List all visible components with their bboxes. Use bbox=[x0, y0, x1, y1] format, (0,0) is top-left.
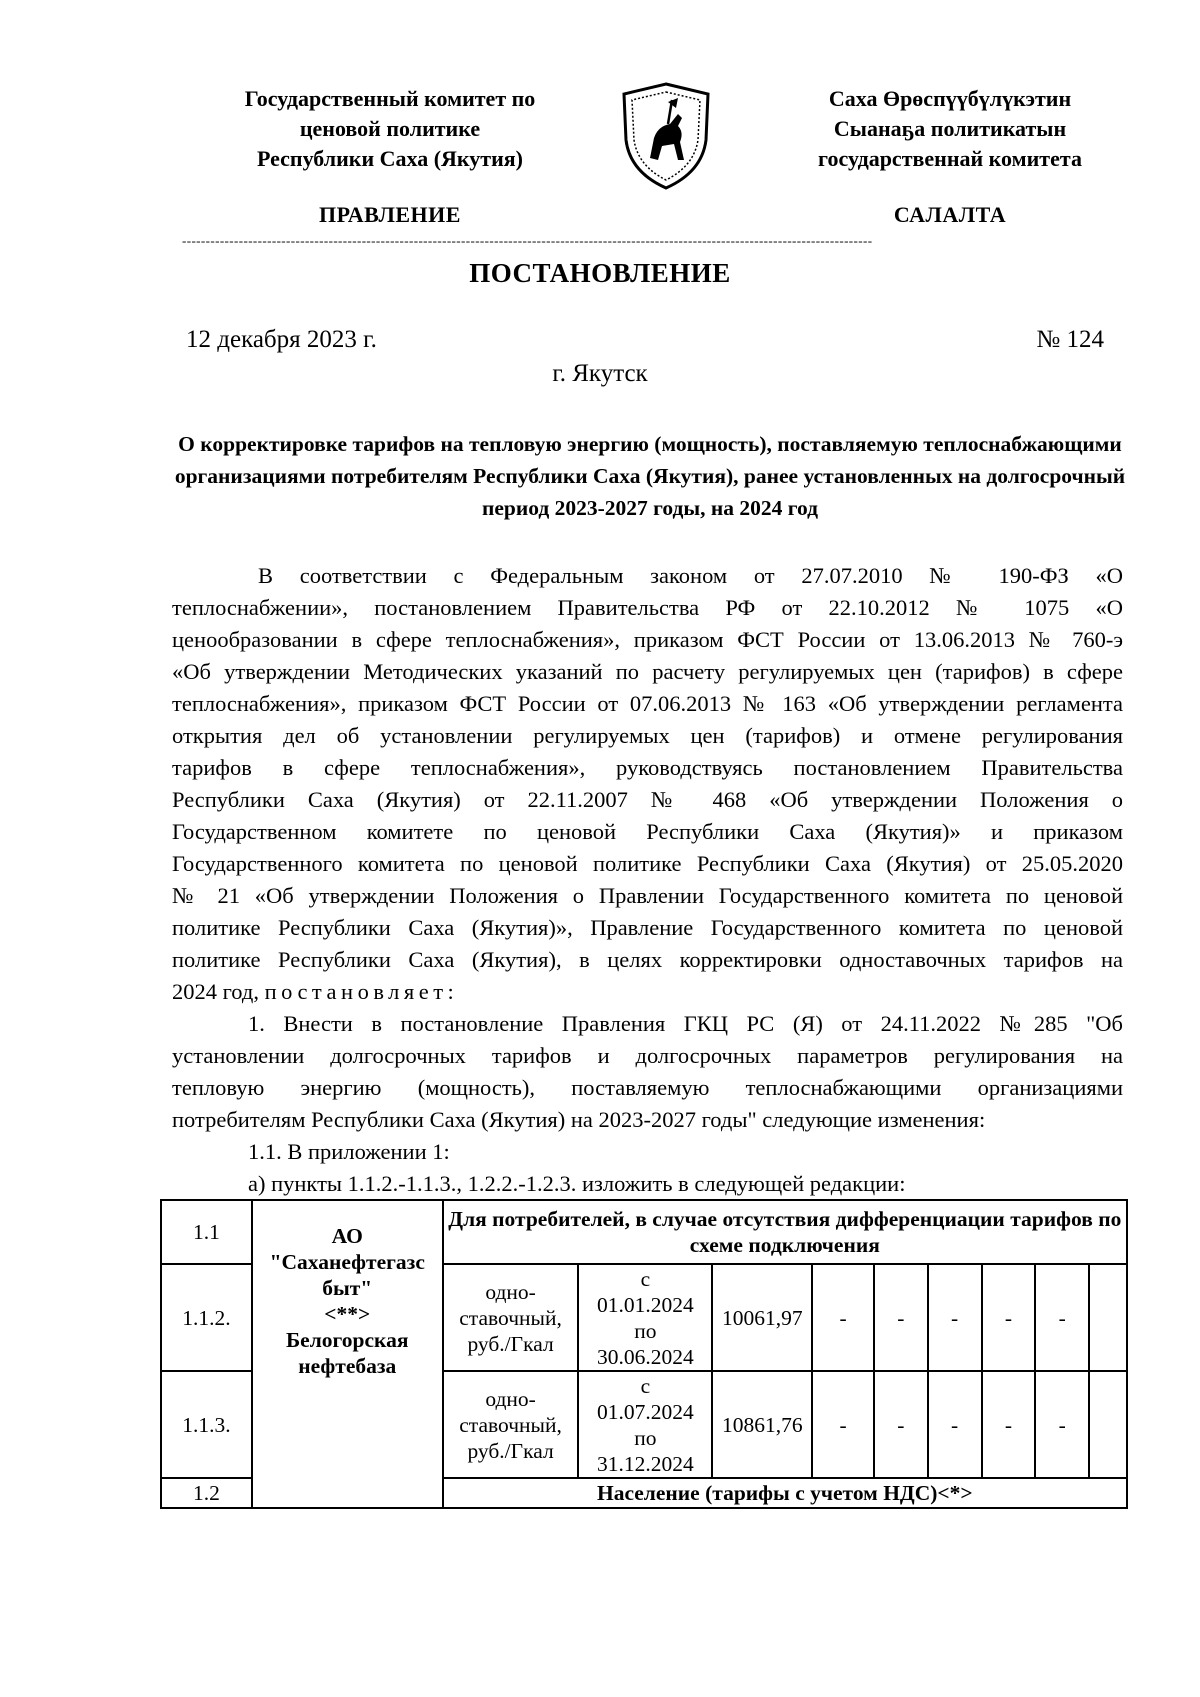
body-line: Республики Саха (Якутия) от 22.11.2007 № 468 «Об утверждении Положения о bbox=[172, 787, 1123, 812]
document-number: № 124 bbox=[1036, 326, 1104, 353]
row-number: 1.2 bbox=[161, 1478, 252, 1508]
organization-cell: АО "Саханефтегазс быт" <**> Белогорская нефтебаза bbox=[252, 1200, 443, 1508]
body-line: В соответствии с Федеральным законом от 27.07.2010 № 190-ФЗ «О bbox=[258, 563, 1123, 588]
group-header-population: Население (тарифы с учетом НДС)<*> bbox=[443, 1478, 1127, 1508]
tariff-type: одно- ставочный, руб./Гкал bbox=[443, 1371, 579, 1478]
body-line-text: 2024 год, bbox=[172, 979, 259, 1004]
body-line: потребителям Республики Саха (Якутия) на 2023-2027 годы" следующие изменения: bbox=[172, 1107, 986, 1132]
group-header-consumers: Для потребителей, в случае отсутствия дифференциации тарифов по схеме подключения bbox=[443, 1200, 1127, 1264]
empty-value: - bbox=[1035, 1371, 1089, 1478]
body-line: политике Республики Саха (Якутия), в целях корректировки одноставочных тарифов на bbox=[172, 947, 1123, 972]
tariff-table bbox=[160, 1199, 1128, 1509]
tariff-value: 10861,76 bbox=[712, 1371, 812, 1478]
body-line: политике Республики Саха (Якутия)», Правление Государственного комитета по ценовой bbox=[172, 915, 1123, 940]
tariff-type: одно- ставочный, руб./Гкал bbox=[443, 1264, 579, 1371]
empty-value: - bbox=[928, 1264, 982, 1371]
document-title: ПОСТАНОВЛЕНИЕ bbox=[469, 258, 731, 288]
empty-value bbox=[1089, 1264, 1127, 1371]
document-body bbox=[172, 560, 1123, 1200]
committee-line: ценовой политике bbox=[299, 116, 481, 141]
body-line: теплоснабжении», постановлением Правительства РФ от 22.10.2012 № 1075 «О bbox=[172, 595, 1123, 620]
body-line-final bbox=[172, 976, 1123, 1008]
body-line: 1. Внести в постановление Правления ГКЦ РС (Я) от 24.11.2022 №285 "Об bbox=[248, 1011, 1123, 1036]
body-line: установлении долгосрочных тарифов и долгосрочных параметров регулирования на bbox=[172, 1043, 1123, 1068]
header-divider: -------------------------------------------------------------------------------------------------------------------------------------------------- bbox=[182, 234, 873, 248]
empty-value: - bbox=[874, 1371, 928, 1478]
empty-value: - bbox=[1035, 1264, 1089, 1371]
item-a: а) пункты 1.1.2.-1.1.3., 1.2.2.-1.2.3. изложить в следующей редакции: bbox=[248, 1171, 906, 1196]
document-date: 12 декабря 2023 г. bbox=[186, 326, 377, 353]
committee-line: Республики Саха (Якутия) bbox=[256, 146, 524, 171]
row-number: 1.1.2. bbox=[161, 1264, 252, 1371]
committee-name-sakha bbox=[780, 84, 1120, 174]
board-label-ru: ПРАВЛЕНИЕ bbox=[319, 202, 461, 227]
empty-value: - bbox=[982, 1264, 1036, 1371]
body-line: ценообразовании в сфере теплоснабжения», приказом ФСТ России от 13.06.2013 № 760-э bbox=[172, 627, 1123, 652]
tariff-period: с 01.01.2024 по 30.06.2024 bbox=[578, 1264, 712, 1371]
body-line: № 21 «Об утверждении Положения о Правлении Государственного комитета по ценовой bbox=[172, 883, 1123, 908]
empty-value bbox=[1089, 1371, 1127, 1478]
body-line: Государственного комитета по ценовой политике Республики Саха (Якутия) от 25.05.2020 bbox=[172, 851, 1123, 876]
committee-line: государственнай комитета bbox=[818, 146, 1082, 171]
committee-name-ru bbox=[190, 84, 590, 174]
empty-value: - bbox=[982, 1371, 1036, 1478]
table-row bbox=[161, 1200, 1127, 1264]
row-number: 1.1 bbox=[161, 1200, 252, 1264]
body-line: «Об утверждении Методических указаний по расчету регулируемых цен (тарифов) в сфере bbox=[172, 659, 1123, 684]
document-subject: О корректировке тарифов на тепловую энергию (мощность), поставляемую теплоснабжающими организациями потребителям Республики Саха (Якутия), ранее установленных на долгосрочный период 2023-2027 годы, на 2024 год bbox=[174, 432, 1126, 520]
document-city: г. Якутск bbox=[552, 360, 648, 387]
body-line: теплоснабжения», приказом ФСТ России от 07.06.2013 № 163 «Об утверждении регламента bbox=[172, 691, 1123, 716]
coat-of-arms-emblem bbox=[618, 80, 714, 192]
tariff-period: с 01.07.2024 по 31.12.2024 bbox=[578, 1371, 712, 1478]
item-1-1: 1.1. В приложении 1: bbox=[248, 1139, 450, 1164]
decree-word: постановляет: bbox=[264, 979, 459, 1004]
board-label-sakha: САЛАЛТА bbox=[893, 202, 1007, 227]
committee-line: Саха Өрөспүүбүлүкэтин bbox=[828, 86, 1072, 111]
body-line: тарифов в сфере теплоснабжения», руководствуясь постановлением Правительства bbox=[172, 755, 1123, 780]
empty-value: - bbox=[812, 1371, 874, 1478]
empty-value: - bbox=[874, 1264, 928, 1371]
empty-value: - bbox=[928, 1371, 982, 1478]
empty-value: - bbox=[812, 1264, 874, 1371]
row-number: 1.1.3. bbox=[161, 1371, 252, 1478]
body-line: открытия дел об установлении регулируемых цен (тарифов) и отмене регулирования bbox=[172, 723, 1123, 748]
body-line: тепловую энергию (мощность), поставляемую теплоснабжающими организациями bbox=[172, 1075, 1123, 1100]
committee-line: Государственный комитет по bbox=[244, 86, 536, 111]
body-line: Государственном комитете по ценовой Республики Саха (Якутия)» и приказом bbox=[172, 819, 1123, 844]
committee-line: Сыанаҕа политикатын bbox=[833, 116, 1067, 141]
tariff-value: 10061,97 bbox=[712, 1264, 812, 1371]
